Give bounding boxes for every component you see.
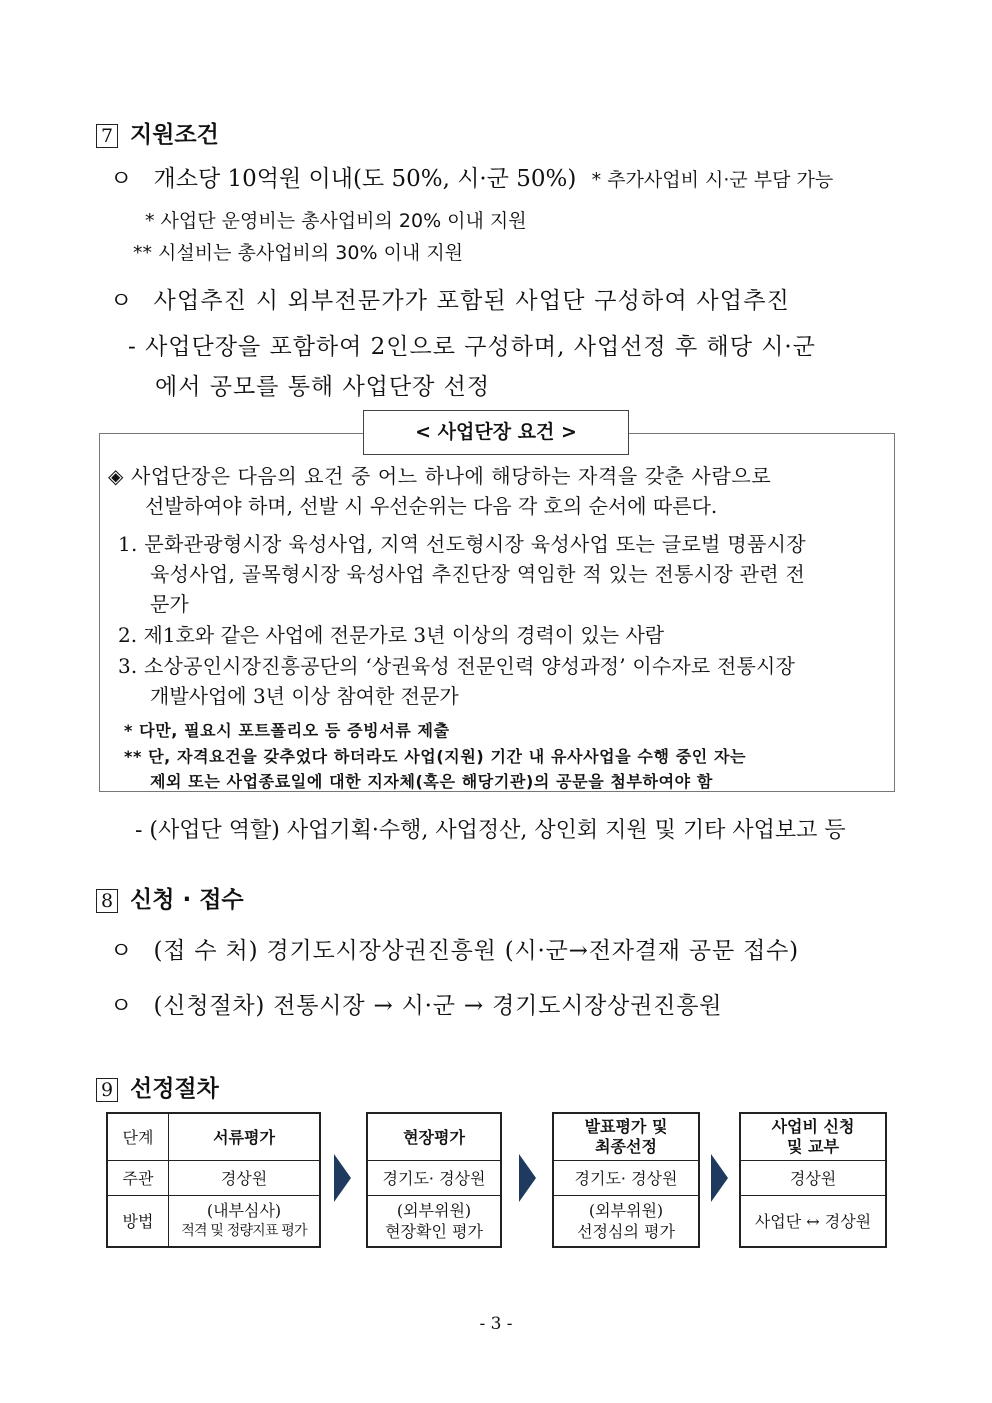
- bullet-mark: ㅇ: [110, 288, 133, 314]
- stage-2-method-type: (외부위원): [396, 1201, 472, 1220]
- note-facility-cost: ** 시설비는 총사업비의 30% 이내 지원: [133, 242, 464, 264]
- reception-text: (접 수 처) 경기도시장상권진흥원 (시·군→전자결재 공문 접수): [153, 938, 799, 964]
- stage-3-method-desc: 선정심의 평가: [577, 1222, 675, 1241]
- bullet-mark: ㅇ: [110, 938, 133, 964]
- flow-arrow-2: [519, 1154, 536, 1202]
- stage-1-host: 경상원: [220, 1168, 268, 1188]
- stage-4-host: 경상원: [789, 1168, 837, 1188]
- note-operating-cost: * 사업단 운영비는 총사업비의 20% 이내 지원: [145, 210, 527, 232]
- stage-1-method-desc: 적격 및 정량지표 평가: [181, 1223, 307, 1239]
- label-method: 방법: [122, 1211, 154, 1231]
- section-title: 신청 · 접수: [130, 887, 244, 913]
- stage-1-method: [169, 1196, 319, 1246]
- box-note-exclusion-cont: 제외 또는 사업종료일에 대한 지자체(혹은 해당기관)의 공문을 첨부하여야 함: [150, 772, 713, 791]
- dash-team-composition-cont: 에서 공모를 통해 사업단장 선정: [155, 374, 491, 400]
- flow-arrow-3: [711, 1154, 728, 1202]
- stage-3-title: [554, 1114, 698, 1160]
- budget-text: 개소당 10억원 이내(도 50%, 시·군 50%): [153, 166, 577, 192]
- stage-2-method: [368, 1196, 500, 1246]
- stage-2-host: 경기도· 경상원: [382, 1168, 486, 1188]
- stage-3-method: [554, 1196, 698, 1246]
- section-number: 9: [96, 1078, 118, 1102]
- stage-4-method: 사업단 ↔ 경상원: [754, 1211, 872, 1231]
- bullet-mark: ㅇ: [110, 166, 133, 192]
- bullet-budget: [110, 160, 833, 193]
- dash-team-composition: - 사업단장을 포함하여 2인으로 구성하며, 사업선정 후 해당 시·군: [128, 334, 816, 360]
- section-title: 지원조건: [130, 122, 219, 148]
- section-number: 7: [96, 124, 118, 148]
- page-number: - 3 -: [479, 1314, 513, 1334]
- team-text: 사업추진 시 외부전문가가 포함된 사업단 구성하여 사업추진: [153, 288, 791, 314]
- procedure-text: (신청절차) 전통시장 → 시·군 → 경기도시장상권진흥원: [153, 993, 723, 1019]
- requirement-3: 3. 소상공인시장진흥공단의 ‘상권육성 전문인력 양성과정’ 이수자로 전통시장: [118, 654, 796, 678]
- budget-note: * 추가사업비 시·군 부담 가능: [591, 169, 834, 191]
- requirements-intro-cont: 선발하여야 하며, 선발 시 우선순위는 다음 각 호의 순서에 따른다.: [145, 494, 718, 518]
- bullet-reception: [110, 932, 799, 965]
- requirements-intro: ◈ 사업단장은 다음의 요건 중 어느 하나에 해당하는 자격을 갖춘 사람으로: [108, 464, 772, 488]
- flow-arrow-1: [334, 1154, 351, 1202]
- stage-1-method-type: (내부심사): [206, 1201, 282, 1220]
- stage-1-title: 서류평가: [213, 1127, 275, 1147]
- requirement-1: 1. 문화관광형시장 육성사업, 지역 선도형시장 육성사업 또는 글로벌 명품시장: [118, 532, 806, 556]
- section-7-heading: [96, 116, 219, 149]
- stage-4-title: [741, 1114, 885, 1160]
- box-note-exclusion: ** 단, 자격요건을 갖추었다 하더라도 사업(지원) 기간 내 유사사업을 수행 중인 자는: [124, 747, 747, 766]
- flow-stage-3-box: [552, 1112, 700, 1248]
- stage-3-title-line2: 최종선정: [595, 1137, 657, 1156]
- section-title: 선정절차: [130, 1076, 219, 1102]
- stage-2-title: 현장평가: [403, 1127, 465, 1147]
- stage-4-title-line1: 사업비 신청: [771, 1117, 855, 1136]
- flow-stage-1-box: [106, 1112, 321, 1248]
- label-stage: 단계: [122, 1127, 154, 1147]
- bullet-procedure: [110, 987, 722, 1020]
- section-9-heading: [96, 1070, 219, 1103]
- flow-stage-2-box: [366, 1112, 502, 1248]
- section-number: 8: [96, 889, 118, 913]
- requirement-3-cont: 개발사업에 3년 이상 참여한 전문가: [150, 684, 459, 708]
- bullet-team: [110, 282, 790, 315]
- stage-4-title-line2: 및 교부: [787, 1137, 839, 1156]
- stage-3-host: 경기도· 경상원: [574, 1168, 678, 1188]
- bullet-mark: ㅇ: [110, 993, 133, 1019]
- requirement-1-cont2: 문가: [150, 592, 189, 616]
- requirements-box-title: < 사업단장 요건 >: [363, 410, 629, 455]
- stage-2-method-desc: 현장확인 평가: [385, 1222, 483, 1241]
- requirement-1-cont: 육성사업, 골목형시장 육성사업 추진단장 역임한 적 있는 전통시장 관련 전: [150, 562, 806, 586]
- box-note-portfolio: * 다만, 필요시 포트폴리오 등 증빙서류 제출: [124, 721, 450, 740]
- stage-3-method-type: (외부위원): [588, 1201, 664, 1220]
- section-8-heading: [96, 881, 244, 914]
- requirement-2: 2. 제1호와 같은 사업에 전문가로 3년 이상의 경력이 있는 사람: [118, 623, 665, 647]
- flow-stage-4-box: [739, 1112, 887, 1248]
- label-host: 주관: [122, 1168, 154, 1188]
- stage-3-title-line1: 발표평가 및: [584, 1117, 668, 1136]
- dash-team-role: - (사업단 역할) 사업기획·수행, 사업정산, 상인회 지원 및 기타 사업보고 등: [135, 818, 846, 843]
